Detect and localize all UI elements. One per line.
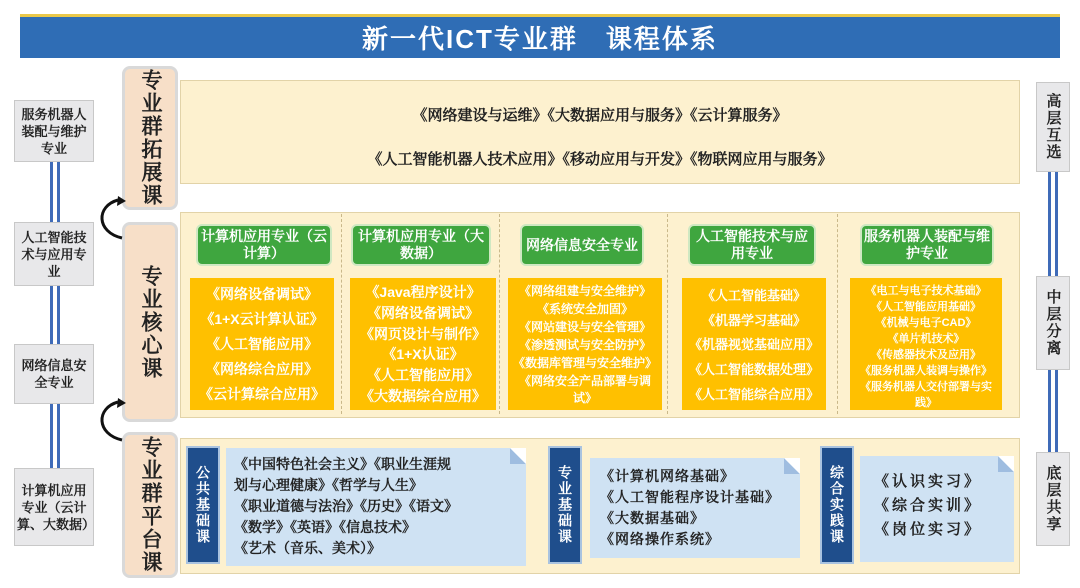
connector-line [50, 162, 60, 222]
note-fold [998, 456, 1014, 472]
course-item: 《单片机技术》 [887, 333, 965, 345]
left-major-security [14, 344, 94, 404]
right-connector-line [1048, 370, 1058, 452]
course-item: 《传感器技术及应用》 [871, 349, 981, 361]
course-item: 《机器学习基础》 [701, 312, 806, 328]
right-label-bottom [1036, 452, 1070, 546]
public-courses-note [226, 448, 526, 566]
tag-label: 公共基础课 [195, 465, 211, 545]
tag-label: 综合实践课 [829, 465, 845, 545]
note-fold [784, 458, 800, 474]
expand-courses-line1: 《网络建设与运维》《大数据应用与服务》《云计算服务》 [412, 107, 788, 124]
core-courses-ai [682, 278, 826, 410]
right-label-text: 底层共享 [1044, 465, 1062, 533]
course-item: 《人工智能基础》 [701, 287, 806, 303]
public-base-tag [186, 446, 220, 564]
public-course-line: 《中国特色社会主义》《职业生涯规 [234, 456, 451, 472]
major-base-courses-note [590, 458, 800, 558]
core-courses-cloud [190, 278, 334, 410]
left-major-label: 计算机应用专业（云计算、大数据） [17, 482, 96, 532]
title-bar [20, 14, 1060, 58]
public-course-line: 《数学》《英语》《信息技术》 [234, 519, 416, 535]
practice-course: 《综合实训》 [874, 497, 983, 514]
course-item: 《服务机器人交付部署与实践》 [860, 381, 992, 409]
course-item: 《人工智能应用》 [206, 335, 318, 352]
course-item: 《机器视觉基础应用》 [688, 337, 819, 353]
core-major-head-ai: 人工智能技术与应用专业 [688, 224, 816, 266]
course-item: 《网页设计与制作》 [360, 325, 486, 342]
course-item: 《网络设备调试》 [206, 286, 318, 303]
course-item: 《Java程序设计》 [365, 284, 481, 301]
category-label: 专业群平台课 [139, 436, 162, 574]
course-item: 《云计算综合应用》 [199, 385, 325, 402]
major-base-course: 《计算机网络基础》 [600, 468, 735, 484]
core-major-head-bigdata: 计算机应用专业（大数据） [351, 224, 491, 266]
practice-courses-note [860, 456, 1014, 562]
core-courses-security [508, 278, 662, 410]
right-label-text: 中层分离 [1044, 289, 1062, 357]
core-courses-bigdata [350, 278, 496, 410]
category-label: 专业群拓展课 [139, 69, 162, 207]
course-item: 《服务机器人装调与操作》 [860, 365, 992, 377]
category-label: 专业核心课 [139, 264, 162, 380]
category-core [122, 222, 178, 422]
course-item: 《网络组建与安全维护》 [518, 284, 651, 299]
course-item: 《渗透测试与安全防护》 [518, 337, 651, 352]
course-item: 《网络设备调试》 [367, 304, 479, 321]
practice-course: 《认识实习》 [874, 473, 983, 490]
page-title: 新一代ICT专业群 课程体系 [362, 24, 718, 54]
category-platform [122, 432, 178, 578]
core-courses-robot [850, 278, 1002, 410]
left-major-ai [14, 222, 94, 286]
public-course-line: 划与心理健康》《哲学与人生》 [234, 477, 423, 493]
core-major-head-robot: 服务机器人装配与维护专业 [860, 224, 994, 266]
left-major-robot [14, 100, 94, 162]
major-base-course: 《人工智能程序设计基础》 [600, 489, 780, 505]
connector-line [50, 286, 60, 344]
right-label-middle [1036, 276, 1070, 370]
left-major-label: 网络信息安全专业 [21, 358, 87, 390]
tag-label: 专业基础课 [557, 465, 573, 545]
major-base-course: 《网络操作系统》 [600, 531, 720, 547]
note-fold [510, 448, 526, 464]
course-item: 《人工智能数据处理》 [688, 362, 819, 378]
course-item: 《人工智能应用基础》 [871, 301, 981, 313]
course-item: 《人工智能综合应用》 [688, 387, 819, 403]
course-item: 《系统安全加固》 [536, 302, 633, 317]
course-item: 《大数据综合应用》 [360, 387, 486, 404]
curve-arrow-icon [92, 196, 128, 240]
right-label-top [1036, 82, 1070, 172]
right-label-text: 高层互选 [1044, 93, 1062, 161]
course-item: 《1+X云计算认证》 [200, 311, 324, 328]
connector-line [50, 404, 60, 468]
public-course-line: 《艺术（音乐、美术）》 [234, 540, 381, 556]
left-major-label: 人工智能技术与应用专业 [21, 229, 87, 279]
course-item: 《网络安全产品部署与调试》 [518, 373, 651, 405]
expand-courses-line2: 《人工智能机器人技术应用》《移动应用与开发》《物联网应用与服务》 [367, 151, 833, 168]
left-major-label: 服务机器人装配与维护专业 [21, 106, 87, 156]
major-base-course: 《大数据基础》 [600, 510, 705, 526]
course-item: 《机械与电子CAD》 [875, 317, 977, 329]
curve-arrow-icon [92, 398, 128, 442]
practice-tag [820, 446, 854, 564]
course-item: 《电工与电子技术基础》 [865, 285, 987, 297]
course-item: 《1+X认证》 [382, 346, 464, 363]
course-item: 《人工智能应用》 [367, 366, 479, 383]
right-connector-line [1048, 172, 1058, 276]
course-item: 《网站建设与安全管理》 [518, 320, 651, 335]
core-major-head-cloud: 计算机应用专业（云计算） [196, 224, 332, 266]
left-major-computer [14, 468, 94, 546]
category-expand [122, 66, 178, 210]
public-course-line: 《职业道德与法治》《历史》《语文》 [234, 498, 458, 514]
major-base-tag [548, 446, 582, 564]
course-item: 《网络综合应用》 [206, 360, 318, 377]
course-item: 《数据库管理与安全维护》 [512, 355, 657, 370]
practice-course: 《岗位实习》 [874, 521, 983, 538]
core-major-head-security: 网络信息安全专业 [520, 224, 644, 266]
